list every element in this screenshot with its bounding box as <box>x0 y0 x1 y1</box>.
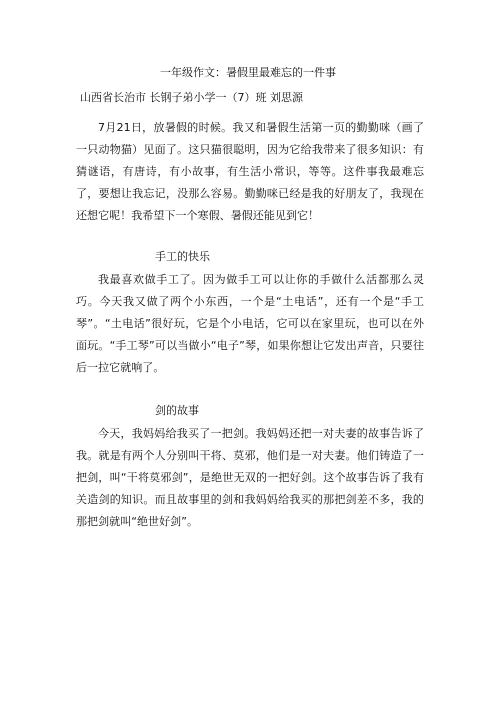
paragraph-2: 我最喜欢做手工了。因为做手工可以让你的手做什么活都那么灵巧。今天我又做了两个小东西，一个是“土电话”，还有一个是“手工琴”。“土电话”很好玩，它是个小电话，它可以在家里玩，也可以在外面玩。“手工琴”可以当做小“电子”琴，如果你想让它发出声音，只要往后一拉它就响了。 <box>76 273 424 374</box>
section-1 <box>76 117 424 227</box>
paragraph-3: 今天，我妈妈给我买了一把剑。我妈妈还把一对夫妻的故事告诉了我。就是有两个人分别叫干将、莫邪，他们是一对夫妻。他们铸造了一把剑，叫“干将莫邪剑”，是绝世无双的一把好剑。这个故事告诉了我有关造剑的知识。而且故事里的剑和我妈妈给我买的那把剑差不多，我的那把剑就叫“绝世好剑”。 <box>76 427 424 528</box>
section-3 <box>76 423 424 533</box>
paragraph-1: 7月21日，放暑假的时候。我又和暑假生活第一页的勤勤咪（画了一只动物猫）见面了。这只猫很聪明，因为它给我带来了很多知识：有猜谜语，有唐诗，有小故事，有生活小常识，等等。这件事我最难忘了，要想让我忘记，没那么容易。勤勤咪已经是我的好朋友了，我现在还想它呢！我希望下一个寒假、暑假还能见到它！ <box>76 121 424 222</box>
author-line: 山西省长治市 长钢子弟小学一（7）班 刘思源 <box>80 91 303 104</box>
section-2-heading: 手工的快乐 <box>155 250 210 263</box>
section-2 <box>76 269 424 379</box>
document-title: 一年级作文：暑假里最难忘的一件事 <box>160 66 336 79</box>
section-3-heading: 剑的故事 <box>155 404 199 417</box>
